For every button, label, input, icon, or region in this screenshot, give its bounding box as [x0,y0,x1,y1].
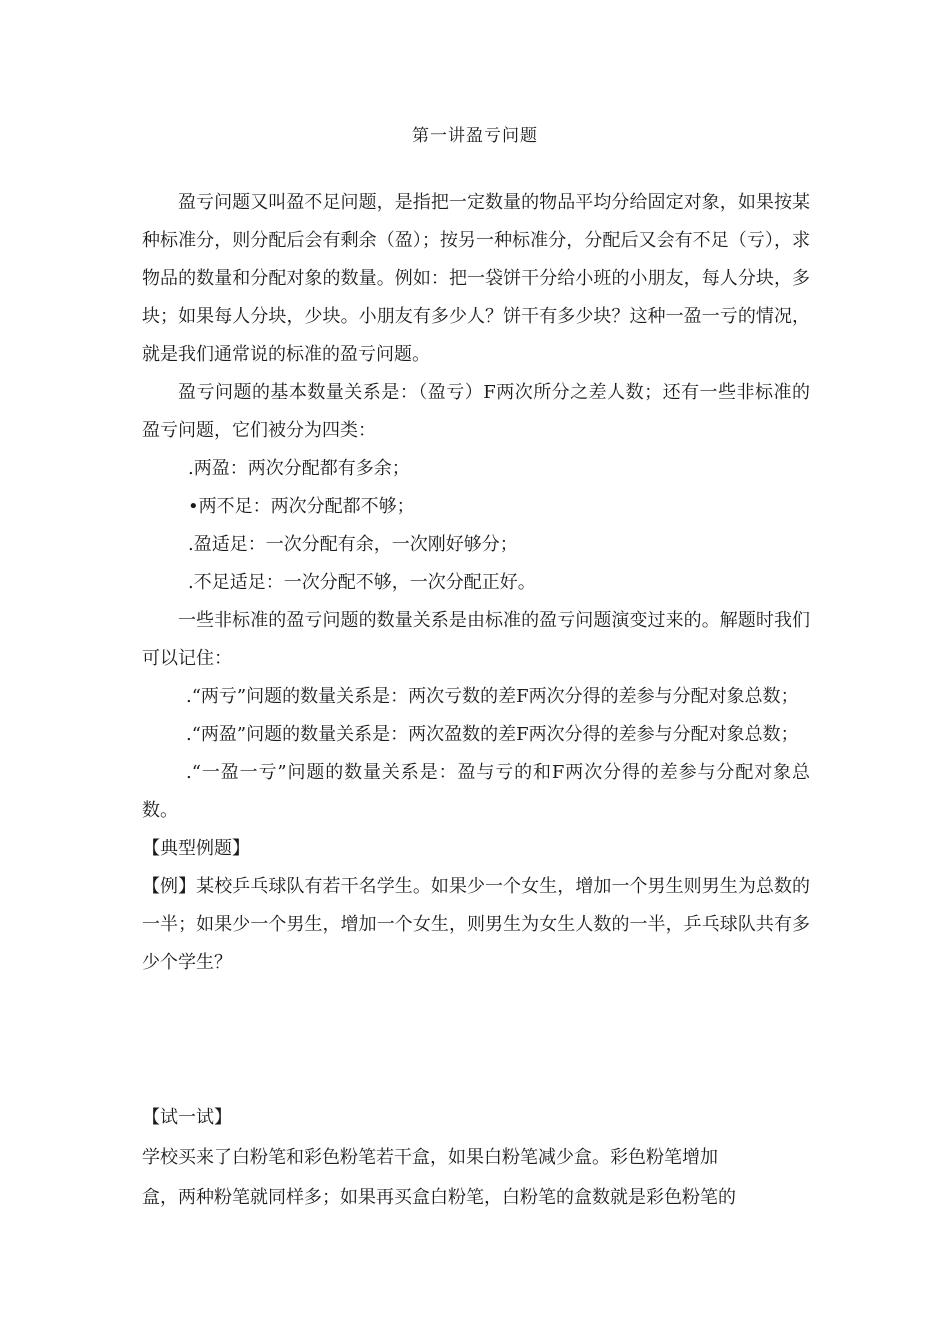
relation-paragraph: 盈亏问题的基本数量关系是：（盈亏）F两次所分之差人数；还有一些非标准的盈亏问题，它们被分为四类： [142,382,810,441]
intro-paragraph: 盈亏问题又叫盈不足问题，是指把一定数量的物品平均分给固定对象，如果按某种标准分，则分配后会有剩余（盈）；按另一种标准分，分配后又会有不足（亏），求物品的数量和分配对象的数量。例如：把一袋饼干分给小班的小朋友，每人分块，多块；如果每人分块，少块。小朋友有多少人？饼干有多少块？这种一盈一亏的情况，就是我们通常说的标准的盈亏问题。 [142,192,810,365]
page-title: 第一讲盈亏问题 [412,126,538,146]
try-heading: 【试一试】 [142,1107,232,1128]
try-line: 盒，两种粉笔就同样多；如果再买盒白粉笔，白粉笔的盒数就是彩色粉笔的 [142,1187,736,1208]
example-paragraph: 【例】某校乒乓球队有若干名学生。如果少一个女生，增加一个男生则男生为总数的一半；如果少一个男生，增加一个女生，则男生为女生人数的一半，乒乓球队共有多少个学生？ [142,876,810,973]
try-line: 学校买来了白粉笔和彩色粉笔若干盒，如果白粉笔减少盒。彩色粉笔增加 [142,1147,718,1168]
document-body [142,184,810,982]
derivation-paragraph: 一些非标准的盈亏问题的数量关系是由标准的盈亏问题演变过来的。解题时我们可以记住： [142,610,810,669]
rule-item: .“两亏”问题的数量关系是：两次亏数的差F两次分得的差参与分配对象总数； [186,686,799,707]
category-item: .不足适足：一次分配不够，一次分配正好。 [188,572,536,593]
try-section [142,1098,810,1218]
category-item: .盈适足：一次分配有余，一次刚好够分； [188,534,518,555]
example-heading: 【典型例题】 [142,838,250,859]
category-item: •两不足：两次分配都不够； [188,496,415,517]
rule-item: .“两盈”问题的数量关系是：两次盈数的差F两次分得的差参与分配对象总数； [186,724,799,745]
category-item: .两盈：两次分配都有多余； [188,458,410,479]
rule-item: .“一盈一亏”问题的数量关系是：盈与亏的和F两次分得的差参与分配对象总数。 [142,762,810,821]
